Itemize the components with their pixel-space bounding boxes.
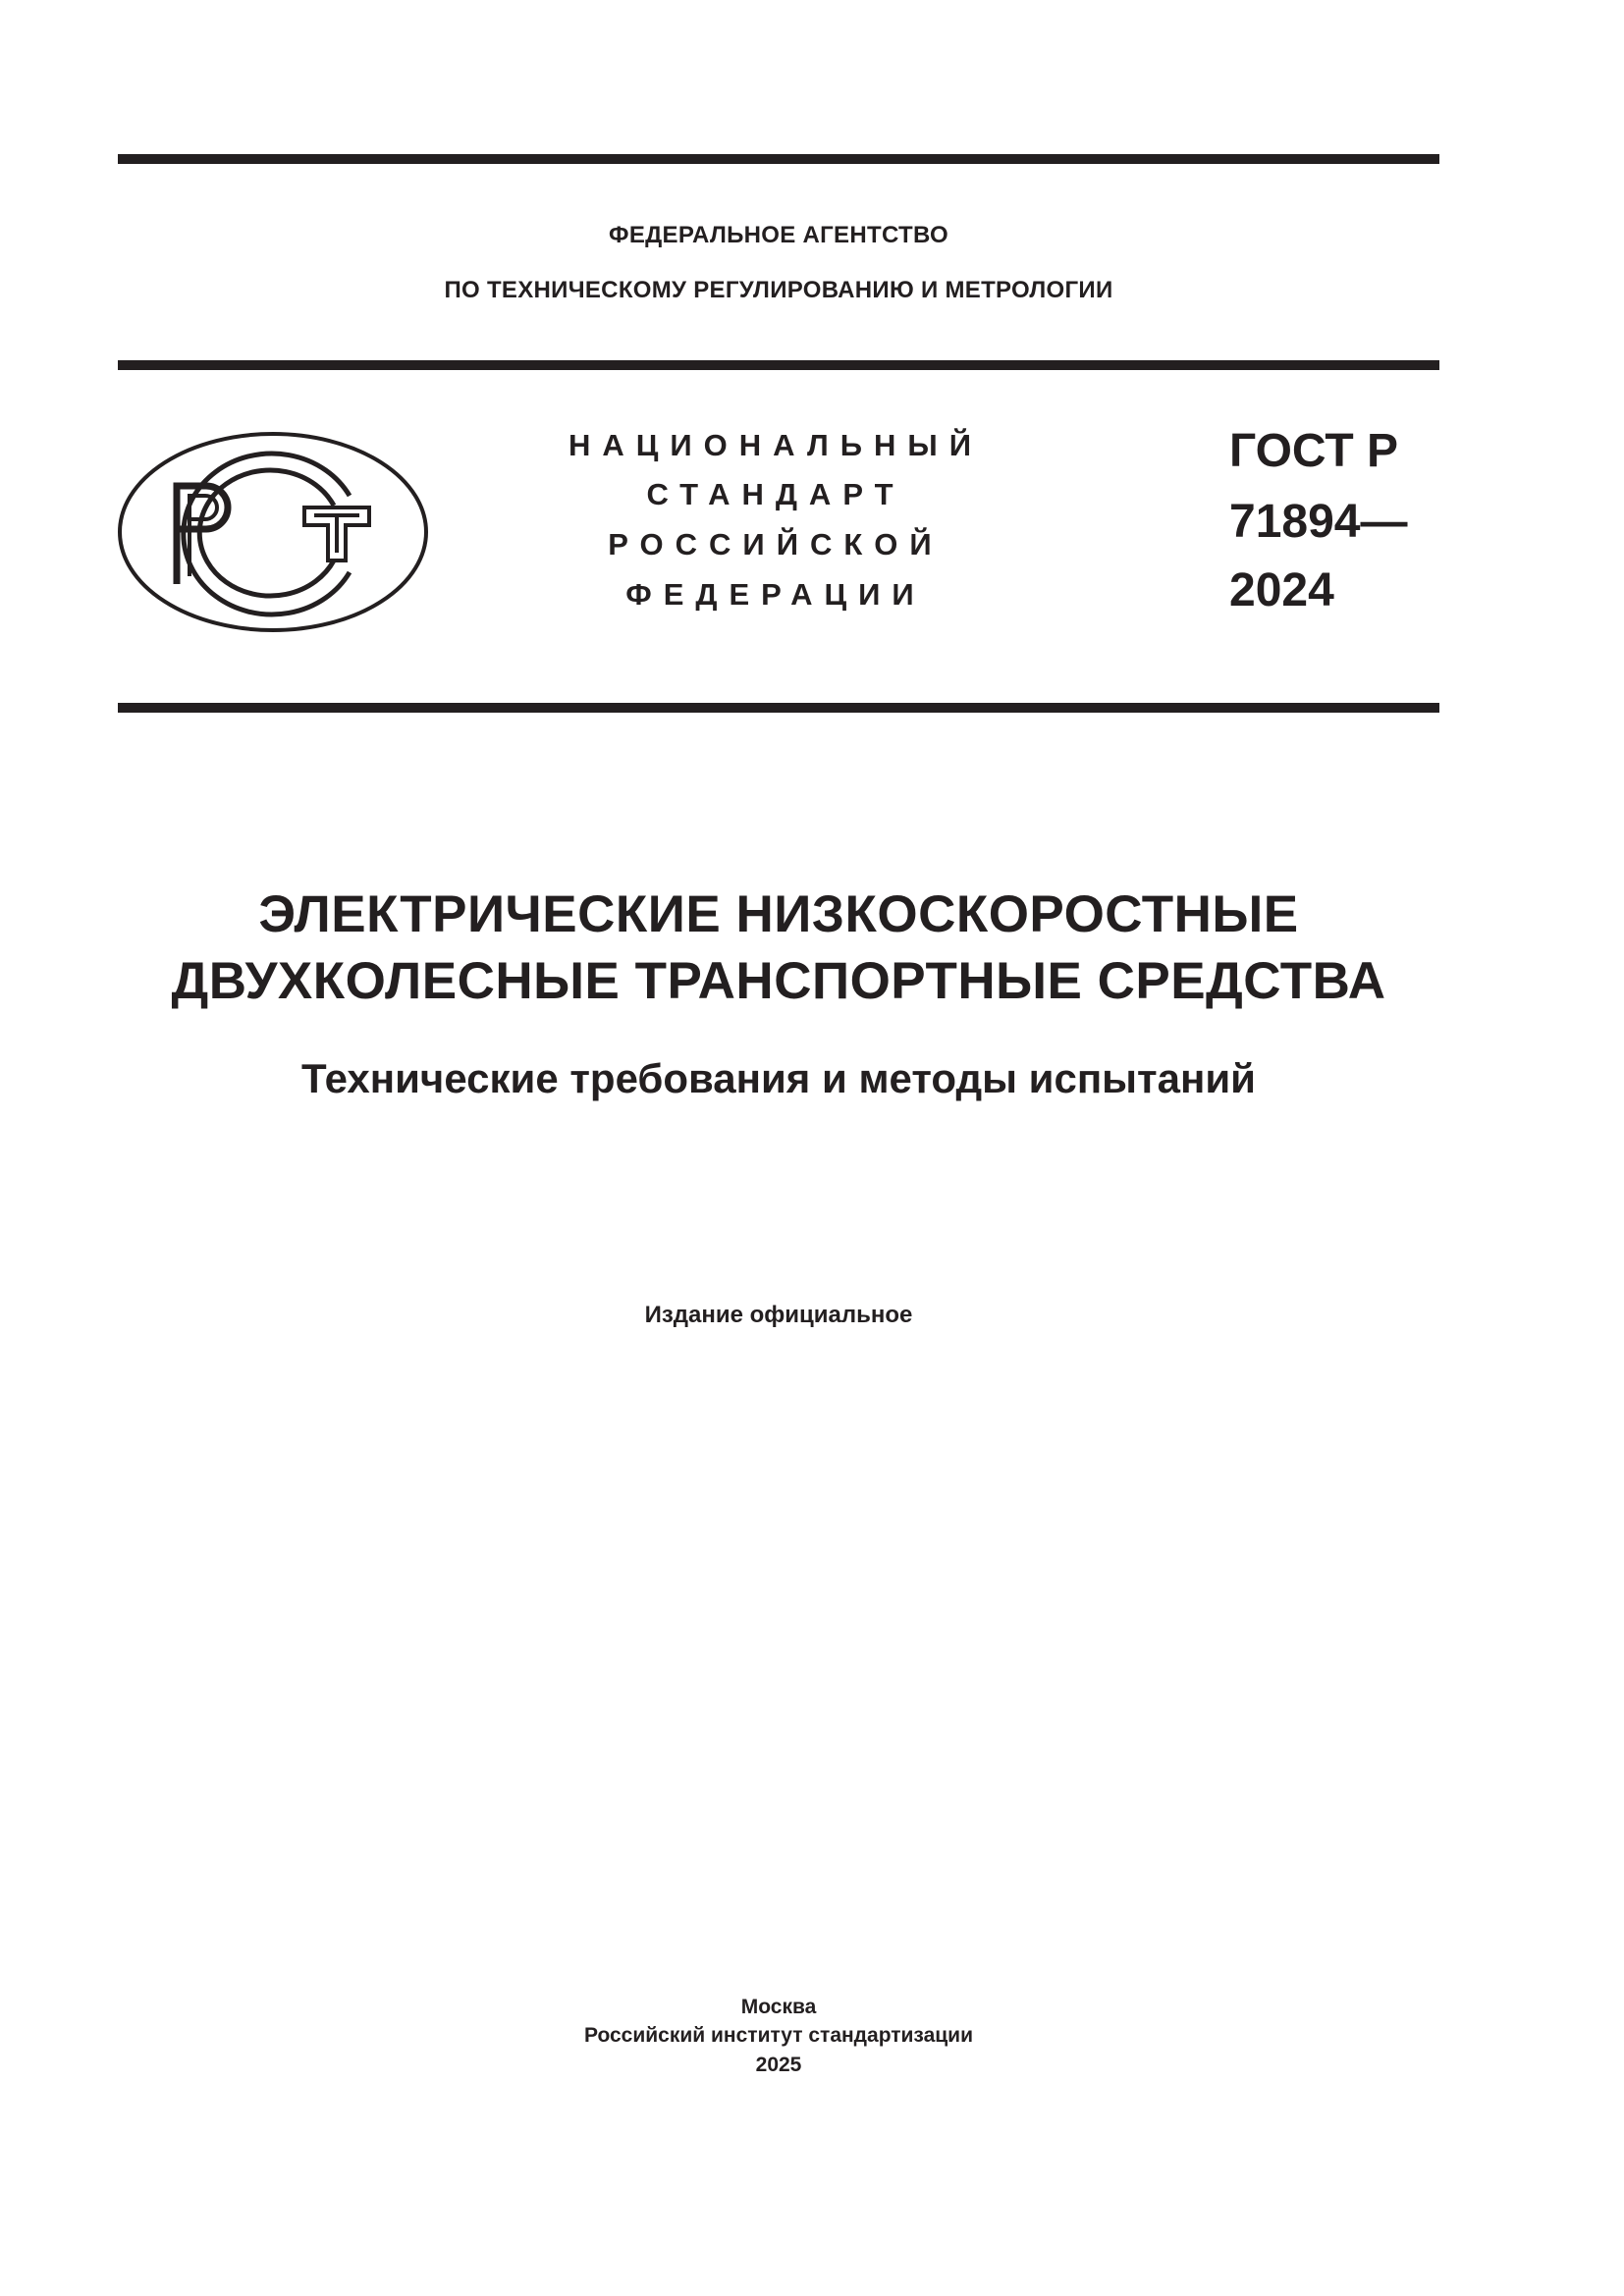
header-divider xyxy=(118,360,1439,370)
agency-name-line-2: ПО ТЕХНИЧЕСКОМУ РЕГУЛИРОВАНИЮ И МЕТРОЛОГИИ xyxy=(444,277,1113,303)
document-title-line-2: ДВУХКОЛЕСНЫЕ ТРАНСПОРТНЫЕ СРЕДСТВА xyxy=(171,952,1386,1010)
imprint-publisher: Российский институт стандартизации xyxy=(583,2024,974,2047)
standard-designation-line-3: 2024 xyxy=(1229,564,1334,616)
edition-label: Издание официальное xyxy=(644,1302,913,1328)
standard-designation-line-2: 71894— xyxy=(1229,496,1408,548)
rst-certification-mark-icon xyxy=(116,429,430,635)
document-subtitle: Технические требования и методы испытаний xyxy=(301,1055,1256,1101)
masthead-bottom-divider xyxy=(118,703,1439,713)
agency-name-line-1: ФЕДЕРАЛЬНОЕ АГЕНТСТВО xyxy=(609,222,948,248)
document-title-line-1: ЭЛЕКТРИЧЕСКИЕ НИЗКОСКОРОСТНЫЕ xyxy=(258,885,1299,943)
imprint-year: 2025 xyxy=(755,2054,802,2076)
national-standard-line-2: СТАНДАРТ xyxy=(646,477,905,511)
standard-designation-line-1: ГОСТ Р xyxy=(1229,425,1399,477)
national-standard-line-1: НАЦИОНАЛЬНЫЙ xyxy=(568,428,984,462)
imprint-city: Москва xyxy=(740,1996,817,2018)
national-standard-line-4: ФЕДЕРАЦИИ xyxy=(625,577,926,612)
national-standard-line-3: РОССИЙСКОЙ xyxy=(608,527,944,561)
top-divider xyxy=(118,154,1439,164)
